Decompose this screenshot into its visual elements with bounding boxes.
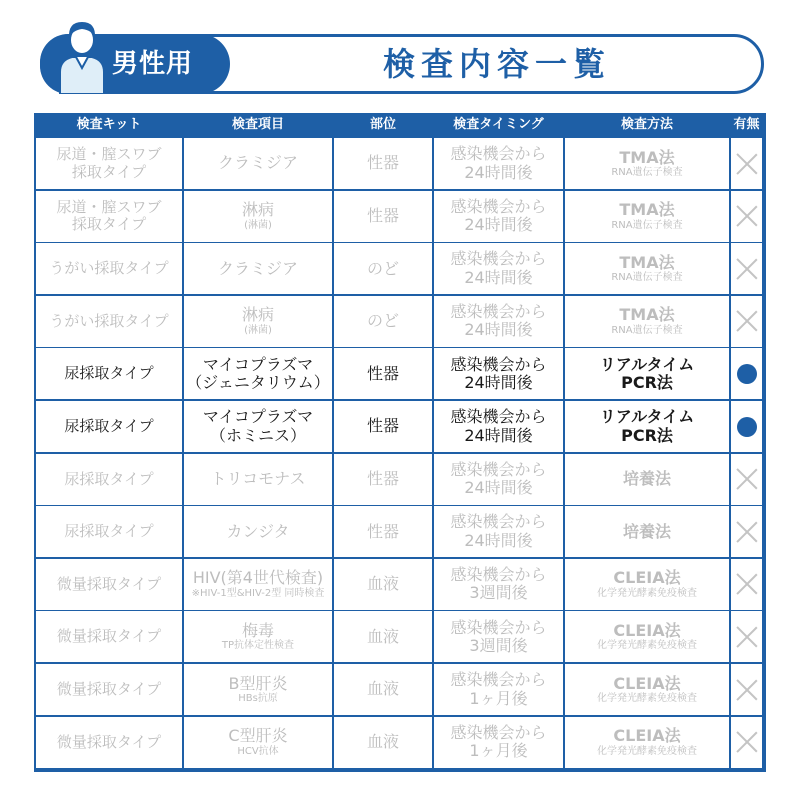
timing-label: 感染機会から xyxy=(450,722,547,742)
kit-label: 尿道・膣スワブ xyxy=(56,145,162,164)
item-label: クラミジア xyxy=(217,153,298,173)
method-label: CLEIA法 xyxy=(613,673,681,693)
kit-label: 微量採取タイプ xyxy=(56,679,162,698)
site-label: 性器 xyxy=(366,363,399,383)
table-cell xyxy=(334,243,432,294)
kit-label: うがい採取タイプ xyxy=(49,259,169,278)
method-sub-label: 化学発光酵素免疫検査 xyxy=(597,745,697,757)
table-cell xyxy=(731,191,762,242)
method-sub-label: RNA遺伝子検査 xyxy=(611,272,683,284)
table-cell xyxy=(36,506,182,557)
table-cell xyxy=(565,191,729,242)
table-cell xyxy=(731,664,762,715)
timing-label: 感染機会から xyxy=(450,301,547,321)
kit-label: 微量採取タイプ xyxy=(56,732,162,751)
table-cell xyxy=(36,401,182,452)
table-cell xyxy=(434,191,563,242)
timing-label: 24時間後 xyxy=(464,320,533,340)
site-label: 性器 xyxy=(366,205,399,225)
table-cell xyxy=(434,611,563,662)
table-cell xyxy=(434,401,563,452)
item-label: マイコプラズマ xyxy=(202,354,314,374)
method-sub-label: RNA遺伝子検査 xyxy=(611,166,683,178)
table-cell xyxy=(36,664,182,715)
site-label: 性器 xyxy=(366,416,399,436)
timing-label: 1ヶ月後 xyxy=(469,688,528,708)
timing-label: 感染機会から xyxy=(450,459,547,479)
table-cell xyxy=(565,559,729,610)
table-cell xyxy=(334,506,432,557)
table-cell xyxy=(731,611,762,662)
method-label: 培養法 xyxy=(622,521,671,541)
filled-dot-icon xyxy=(737,364,757,384)
table-cell xyxy=(434,138,563,189)
method-label: リアルタイム xyxy=(599,407,695,427)
table-cell xyxy=(565,611,729,662)
table-cell xyxy=(184,296,332,347)
timing-label: 24時間後 xyxy=(464,215,533,235)
item-label: C型肝炎 xyxy=(228,726,288,746)
table-cell xyxy=(565,348,729,399)
table-cell xyxy=(731,559,762,610)
site-label: のど xyxy=(366,258,399,278)
cross-icon xyxy=(736,731,758,753)
table-cell xyxy=(184,454,332,505)
item-label: 淋病 xyxy=(241,200,274,220)
kit-label: 尿道・膣スワブ xyxy=(56,197,162,216)
site-label: 性器 xyxy=(366,153,399,173)
table-cell xyxy=(565,296,729,347)
table-cell xyxy=(184,664,332,715)
item-label: カンジタ xyxy=(226,521,290,541)
item-sub-label: TP抗体定性検査 xyxy=(221,640,295,652)
method-sub-label: 化学発光酵素免疫検査 xyxy=(597,640,697,652)
table-cell xyxy=(334,664,432,715)
method-sub-label: RNA遺伝子検査 xyxy=(611,219,683,231)
table-cell xyxy=(731,296,762,347)
table-cell xyxy=(36,191,182,242)
timing-label: 感染機会から xyxy=(450,564,547,584)
header-column-availability: 有無 xyxy=(733,117,760,132)
table-cell xyxy=(36,454,182,505)
method-sub-label: PCR法 xyxy=(621,372,673,392)
table-cell xyxy=(434,664,563,715)
table-cell xyxy=(565,717,729,768)
cross-icon xyxy=(736,153,758,175)
table-cell xyxy=(434,296,563,347)
method-label: リアルタイム xyxy=(599,354,695,374)
timing-label: 24時間後 xyxy=(464,267,533,287)
table-cell xyxy=(334,401,432,452)
cross-icon xyxy=(736,573,758,595)
gender-badge-label: 男性用 xyxy=(112,49,194,79)
method-label: CLEIA法 xyxy=(613,726,681,746)
table-cell xyxy=(36,243,182,294)
method-sub-label: PCR法 xyxy=(621,425,673,445)
table-cell xyxy=(731,506,762,557)
method-sub-label: 化学発光酵素免疫検査 xyxy=(597,692,697,704)
cross-icon xyxy=(736,679,758,701)
kit-label: 尿採取タイプ xyxy=(64,364,154,383)
header-column-method: 検査方法 xyxy=(620,117,673,132)
cross-icon xyxy=(736,310,758,332)
table-cell xyxy=(184,138,332,189)
table-cell xyxy=(565,138,729,189)
table-cell xyxy=(184,611,332,662)
table-cell xyxy=(434,717,563,768)
table-cell xyxy=(36,559,182,610)
test-table xyxy=(34,113,766,772)
site-label: 性器 xyxy=(366,468,399,488)
table-cell xyxy=(36,138,182,189)
table-cell xyxy=(565,506,729,557)
timing-label: 24時間後 xyxy=(464,478,533,498)
item-sub-label: ※HIV-1型&HIV-2型 同時検査 xyxy=(191,587,325,599)
method-sub-label: 化学発光酵素免疫検査 xyxy=(597,587,697,599)
method-label: CLEIA法 xyxy=(613,620,681,640)
table-cell xyxy=(36,717,182,768)
site-label: のど xyxy=(366,311,399,331)
table-cell xyxy=(565,664,729,715)
table-cell xyxy=(434,559,563,610)
timing-label: 感染機会から xyxy=(450,249,547,269)
header-column-item: 検査項目 xyxy=(231,117,284,132)
site-label: 血液 xyxy=(366,731,399,751)
kit-label: 採取タイプ xyxy=(71,215,147,234)
table-cell xyxy=(434,506,563,557)
site-label: 血液 xyxy=(366,679,399,699)
timing-label: 感染機会から xyxy=(450,670,547,690)
timing-label: 24時間後 xyxy=(464,425,533,445)
page-title: 検査内容一覧 xyxy=(382,45,611,83)
filled-dot-icon xyxy=(737,417,757,437)
site-label: 血液 xyxy=(366,574,399,594)
table-cell xyxy=(184,191,332,242)
table-cell xyxy=(731,717,762,768)
table-cell xyxy=(565,401,729,452)
table-cell xyxy=(434,454,563,505)
timing-label: 感染機会から xyxy=(450,196,547,216)
item-label: B型肝炎 xyxy=(228,673,288,693)
timing-label: 1ヶ月後 xyxy=(469,741,528,761)
kit-label: 微量採取タイプ xyxy=(56,574,162,593)
item-sub-label: HBs抗原 xyxy=(238,692,278,704)
table-cell xyxy=(731,348,762,399)
method-label: TMA法 xyxy=(619,147,675,167)
item-sub-label: （ジェニタリウム） xyxy=(186,372,330,392)
method-label: 培養法 xyxy=(622,468,671,488)
table-cell xyxy=(731,138,762,189)
kit-label: 尿採取タイプ xyxy=(64,469,154,488)
timing-label: 感染機会から xyxy=(450,407,547,427)
timing-label: 3週間後 xyxy=(469,583,528,603)
timing-label: 24時間後 xyxy=(464,530,533,550)
table-cell xyxy=(334,559,432,610)
item-label: トリコモナス xyxy=(210,468,306,488)
timing-label: 24時間後 xyxy=(464,162,533,182)
kit-label: 採取タイプ xyxy=(71,162,147,181)
method-label: TMA法 xyxy=(619,200,675,220)
item-sub-label: （ホミニス） xyxy=(209,425,306,445)
timing-label: 感染機会から xyxy=(450,617,547,637)
table-cell xyxy=(334,138,432,189)
table-cell xyxy=(334,454,432,505)
site-label: 性器 xyxy=(366,521,399,541)
item-label: HIV(第4世代検査) xyxy=(192,568,324,588)
kit-label: 尿採取タイプ xyxy=(64,416,154,435)
table-cell xyxy=(334,611,432,662)
table-cell xyxy=(434,348,563,399)
table-cell xyxy=(36,296,182,347)
timing-label: 感染機会から xyxy=(450,354,547,374)
table-cell xyxy=(565,243,729,294)
item-label: マイコプラズマ xyxy=(202,407,314,427)
table-cell xyxy=(184,401,332,452)
site-label: 血液 xyxy=(366,626,399,646)
table-cell xyxy=(184,506,332,557)
item-sub-label: HCV抗体 xyxy=(237,745,279,757)
cross-icon xyxy=(736,521,758,543)
kit-label: 尿採取タイプ xyxy=(64,522,154,541)
item-sub-label: (淋菌) xyxy=(244,324,272,336)
table-cell xyxy=(334,348,432,399)
header-column-kit: 検査キット xyxy=(76,117,142,132)
header-column-site: 部位 xyxy=(369,117,396,132)
timing-label: 感染機会から xyxy=(450,144,547,164)
table-cell xyxy=(334,296,432,347)
cross-icon xyxy=(736,258,758,280)
table-cell xyxy=(434,243,563,294)
timing-label: 24時間後 xyxy=(464,372,533,392)
table-cell xyxy=(731,243,762,294)
table-cell xyxy=(334,191,432,242)
item-label: クラミジア xyxy=(217,258,298,278)
table-cell xyxy=(36,611,182,662)
timing-label: 感染機会から xyxy=(450,512,547,532)
table-cell xyxy=(565,454,729,505)
cross-icon xyxy=(736,626,758,648)
table-cell xyxy=(184,717,332,768)
method-label: TMA法 xyxy=(619,305,675,325)
method-sub-label: RNA遺伝子検査 xyxy=(611,324,683,336)
cross-icon xyxy=(736,205,758,227)
timing-label: 3週間後 xyxy=(469,635,528,655)
table-cell xyxy=(731,401,762,452)
cross-icon xyxy=(736,468,758,490)
table-cell xyxy=(184,348,332,399)
table-cell xyxy=(184,559,332,610)
header-column-timing: 検査タイミング xyxy=(453,117,544,132)
table-cell xyxy=(334,717,432,768)
item-sub-label: (淋菌) xyxy=(244,219,272,231)
item-label: 淋病 xyxy=(241,305,274,325)
kit-label: 微量採取タイプ xyxy=(56,627,162,646)
table-cell xyxy=(36,348,182,399)
table-cell xyxy=(731,454,762,505)
item-label: 梅毒 xyxy=(241,620,274,640)
table-cell xyxy=(184,243,332,294)
man-avatar-icon xyxy=(56,10,108,94)
method-label: TMA法 xyxy=(619,252,675,272)
kit-label: うがい採取タイプ xyxy=(49,311,169,330)
method-label: CLEIA法 xyxy=(613,568,681,588)
